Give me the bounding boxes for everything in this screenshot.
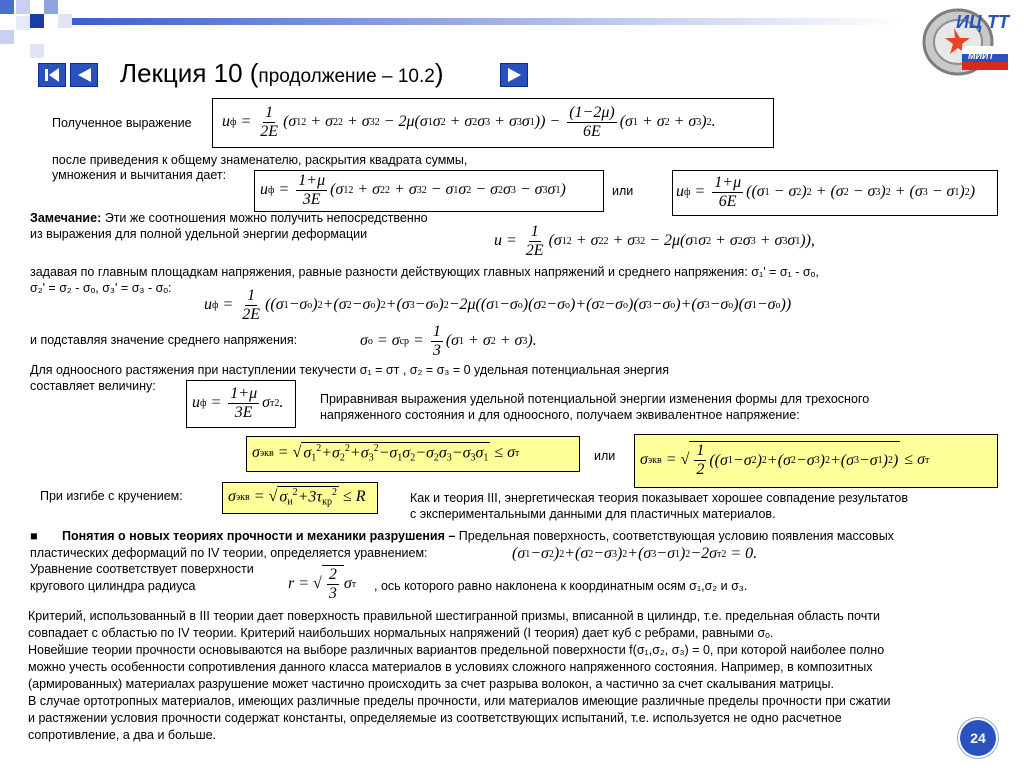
next-slide-button[interactable] [500, 63, 528, 87]
paragraph-line: Новейшие теории прочности основываются на выборе различных вариантов предельной поверхности f(σ₁,σ₂, σ₃) = 0, при которой наиболее полно [28, 643, 885, 657]
text-equate-1: Приравнивая выражения удельной потенциальной энергии изменения формы для трехосного [320, 392, 870, 406]
title-main: Лекция 10 ( [120, 58, 259, 88]
logo-subtext: МИИТ [968, 51, 994, 61]
header-gradient-bar [72, 18, 902, 25]
deco-square [0, 0, 14, 14]
formula-u-total: u = $\frac{1}{2E}$ (σ 1 2 + σ 2 2 + σ 3 2 − 2μ(σ 1 σ 2 + σ 2 σ 3 + σ 3 σ 1 )), [494, 222, 815, 259]
paragraph-line: Критерий, использованный в III теории дает поверхность правильной шестигранной призмы, вписанной в цилиндр, т.е. предельная область почти [28, 609, 880, 623]
title-close: ) [434, 58, 444, 88]
deco-square [30, 44, 44, 58]
remark-label: Замечание: [30, 211, 102, 225]
prev-slide-button[interactable] [70, 63, 98, 87]
paragraph-line: и растяжении условия прочности содержат константы, определяемые из соответствующих испытаний, т.е. используется не одно расчетное [28, 711, 842, 725]
deco-square [0, 30, 14, 44]
text-axis: , ось которого равно наклонена к координатным осям σ₁,σ₂ и σ₃. [374, 579, 748, 593]
text-given-1: задавая по главным площадкам напряжения, равные разности действующих главных напряжений и среднего напряжения: σ₁' = σ₁ - σₒ, [30, 265, 819, 279]
concepts-rest: Предельная поверхность, соответствующая условию появления массовых [455, 529, 894, 543]
slide-title [120, 58, 443, 89]
formula-uf-simplified: u ф = $\frac{1+\mu}{3E}$ (σ 1 2 + σ 2 2 + σ 3 2 − σ 1 σ 2 − σ 2 σ 3 − σ 3 σ 1 ) [260, 171, 566, 208]
formula-equiv-stress-1: σ экв = √ $\sigma_1^2+\sigma_2^2+\sigma_3^2-\sigma_1\sigma_2-\sigma_2\sigma_3-\sigma_3\sigma_1$ ≤ σ т [252, 443, 520, 464]
deco-square [44, 0, 58, 14]
logo [914, 4, 1010, 82]
deco-square [16, 0, 30, 14]
text-equate-2: напряженного состояния и для одноосного, получаем эквивалентное напряжение: [320, 408, 800, 422]
formula-equiv-stress-2: σ экв = √ $\frac{1}{2}$ ((σ 1 −σ 2 ) 2 +(σ 2 −σ 3 ) 2 +(σ 3 −σ 1 ) 2 ) ≤ σ т [640, 442, 930, 478]
text-concepts [62, 528, 894, 545]
first-slide-button[interactable] [38, 63, 66, 87]
deco-square [58, 14, 72, 28]
logo-text: ИЦ ТТ [956, 12, 1010, 32]
formula-bending-torsion: σ экв = √ $\sigma_и^2+3\tau_{кр}^2$ ≤ R [228, 487, 366, 508]
formula-mean-stress: σ о = σ ср = $\frac{1}{3}$ (σ 1 + σ 2 + σ 3 ). [360, 322, 537, 359]
text-concepts-2: пластических деформаций по IV теории, определяется уравнением: [30, 546, 428, 560]
text-theory-1: Как и теория III, энергетическая теория показывает хорошее совпадение результатов [410, 491, 908, 505]
text-eq-surface: Уравнение соответствует поверхности [30, 562, 254, 576]
formula-uf-full: u ф = $\frac{1}{2E}$ (σ 1 2 + σ 2 2 + σ 3 2 − 2μ(σ 1 σ 2 + σ 2 σ 3 + σ 3 σ 1 )) − $\frac{(1-2\mu)}{6E}$ (σ 1 + σ 2 + σ 3 ) 2 . [222, 103, 716, 140]
text-theory-2: с экспериментальными данными для пластичных материалов. [410, 507, 776, 521]
text-subst: и подставляя значение среднего напряжения: [30, 333, 298, 347]
text-obtained: Полученное выражение [52, 116, 192, 130]
concepts-label: Понятия о новых теориях прочности и механики разрушения – [62, 529, 456, 543]
paragraph-line: сопротивление, а два и больше. [28, 728, 217, 742]
text-cylinder: кругового цилиндра радиуса [30, 579, 196, 593]
text-after-2: умножения и вычитания дает: [52, 168, 227, 182]
bullet-marker: ■ [30, 529, 38, 543]
text-or-2: или [594, 449, 616, 463]
text-or-1: или [612, 184, 634, 198]
formula-uf-deviatoric: u ф = $\frac{1}{2E}$ ((σ 1 −σ о ) 2 +(σ 2 −σ о ) 2 +(σ 3 −σ о ) 2 −2μ((σ 1 −σ о )(σ 2 −σ о )+(σ 2 −σ о )(σ 3 −σ о )+(σ 3 −σ о )(σ 1 −σ о )) [204, 286, 792, 323]
deco-square [16, 16, 30, 30]
text-bending: При изгибе с кручением: [40, 489, 183, 503]
deco-square [30, 14, 44, 28]
formula-uf-differences: u ф = $\frac{1+\mu}{6E}$ ((σ 1 − σ 2 ) 2 + (σ 2 − σ 3 ) 2 + (σ 3 − σ 1 ) 2 ) [676, 173, 976, 210]
text-after-1: после приведения к общему знаменателю, раскрытия квадрата суммы, [52, 153, 468, 167]
remark-rest: Эти же соотношения можно получить непосредственно [101, 211, 428, 225]
page-number-badge: 24 [960, 720, 996, 756]
paragraph-line: (армированных) материалах разрушение может частично происходить за счет разрыва волокон, а частично за счет скалывания матрицы. [28, 677, 835, 691]
formula-uf-uniax: u ф = $\frac{1+\mu}{3E}$ σ т 2 . [192, 384, 284, 421]
text-uniax-2: составляет величину: [30, 379, 156, 393]
formula-limit-surface: (σ 1 −σ 2 ) 2 +(σ 2 −σ 3 ) 2 +(σ 3 −σ 1 ) 2 −2σ т 2 = 0. [512, 545, 758, 562]
paragraph-line: В случае ортотропных материалов, имеющих различные пределы прочности, или материалов имеющие различные пределы прочности при сжатии [28, 694, 891, 708]
text-remark-2: из выражения для полной удельной энергии деформации [30, 227, 368, 241]
text-given-2: σ₂' = σ₂ - σₒ, σ₃' = σ₃ - σₒ: [30, 281, 172, 295]
text-remark [30, 210, 428, 227]
formula-radius: r = √ $\frac{2}{3}$ σ т [288, 566, 357, 602]
title-subtitle: продолжение – 10.2 [258, 66, 435, 87]
paragraph-line: можно учесть особенности сопротивления данного класса материалов в условиях сложного напряженного состояния. Например, в композитных [28, 660, 873, 674]
text-uniax-1: Для одноосного растяжения при наступлении текучести σ₁ = σт , σ₂ = σ₃ = 0 удельная потенциальная энергия [30, 363, 669, 377]
paragraph-line: совпадает с областью по IV теории. Критерий наибольших нормальных напряжений (I теория) дает куб с ребрами, равными σₒ. [28, 626, 774, 640]
